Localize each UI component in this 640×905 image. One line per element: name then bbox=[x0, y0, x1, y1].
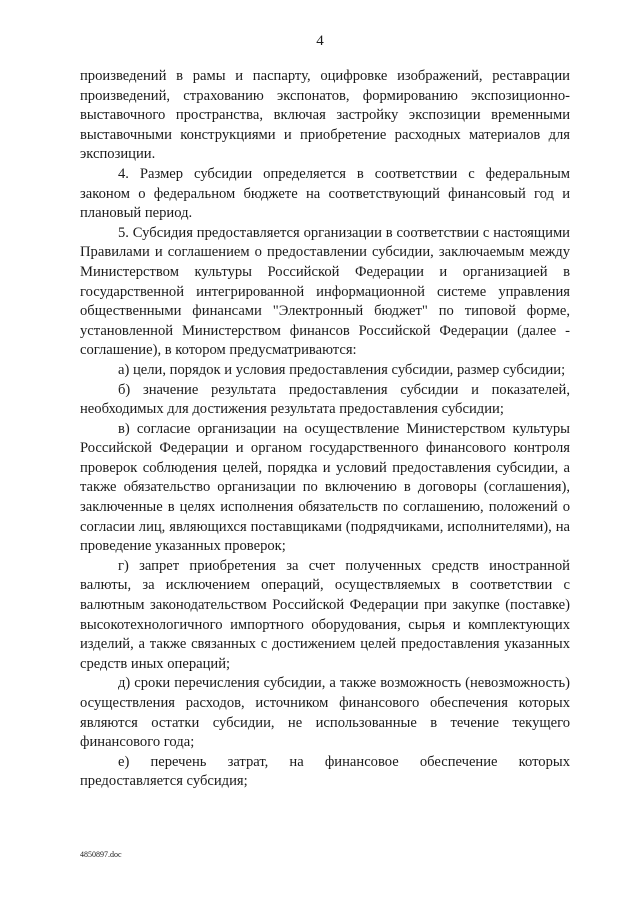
paragraph-4: 4. Размер субсидии определяется в соответствии с федеральным законом о федеральном бюджете на соответствующий финансовый год и плановый период. bbox=[80, 165, 570, 222]
list-item-b: б) значение результата предоставления субсидии и показателей, необходимых для достижения результата предоставления субсидии; bbox=[80, 381, 570, 418]
paragraph-continuation: произведений в рамы и паспарту, оцифровке изображений, реставрации произведений, страхованию экспонатов, формированию экспозиционно-выставочного пространства, включая застройку экспозиции временными выставочными конструкциями и приобретение расходных материалов для экспозиции. bbox=[80, 68, 570, 163]
document-body bbox=[80, 67, 570, 792]
paragraph-5: 5. Субсидия предоставляется организации в соответствии с настоящими Правилами и соглашением о предоставлении субсидии, заключаемым между Министерством культуры Российской Федерации и организацией в государственной интегрированной информационной системе управления общественными финансами "Электронный бюджет" по типовой форме, установленной Министерством финансов Российской Федерации (далее - соглашение), в котором предусматриваются: bbox=[80, 224, 570, 359]
list-item-v: в) согласие организации на осуществление Министерством культуры Российской Федерации и органом государственного финансового контроля проверок соблюдения целей, порядка и условий предоставления субсидии, а также обязательство организации по включению в договоры (соглашения), заключенные в целях исполнения обязательств по соглашению, положений о согласии лиц, являющихся поставщиками (подрядчиками, исполнителями), на проведение указанных проверок; bbox=[80, 420, 570, 555]
list-item-g: г) запрет приобретения за счет полученных средств иностранной валюты, за исключением операций, осуществляемых в соответствии с валютным законодательством Российской Федерации при закупке (поставке) высокотехнологичного импортного оборудования, сырья и комплектующих изделий, а также связанных с достижением целей предоставления указанных средств иных операций; bbox=[80, 557, 570, 672]
list-item-d: д) сроки перечисления субсидии, а также возможность (невозможность) осуществления расходов, источником финансового обеспечения которых являются остатки субсидии, не использованные в течение текущего финансового года; bbox=[80, 675, 570, 751]
page-number: 4 bbox=[316, 33, 324, 49]
list-item-e: е) перечень затрат, на финансовое обеспечение которых предоставляется субсидия; bbox=[80, 753, 570, 790]
list-item-a: а) цели, порядок и условия предоставления субсидии, размер субсидии; bbox=[118, 361, 566, 378]
footer-file-code: 4850897.doc bbox=[80, 850, 122, 859]
